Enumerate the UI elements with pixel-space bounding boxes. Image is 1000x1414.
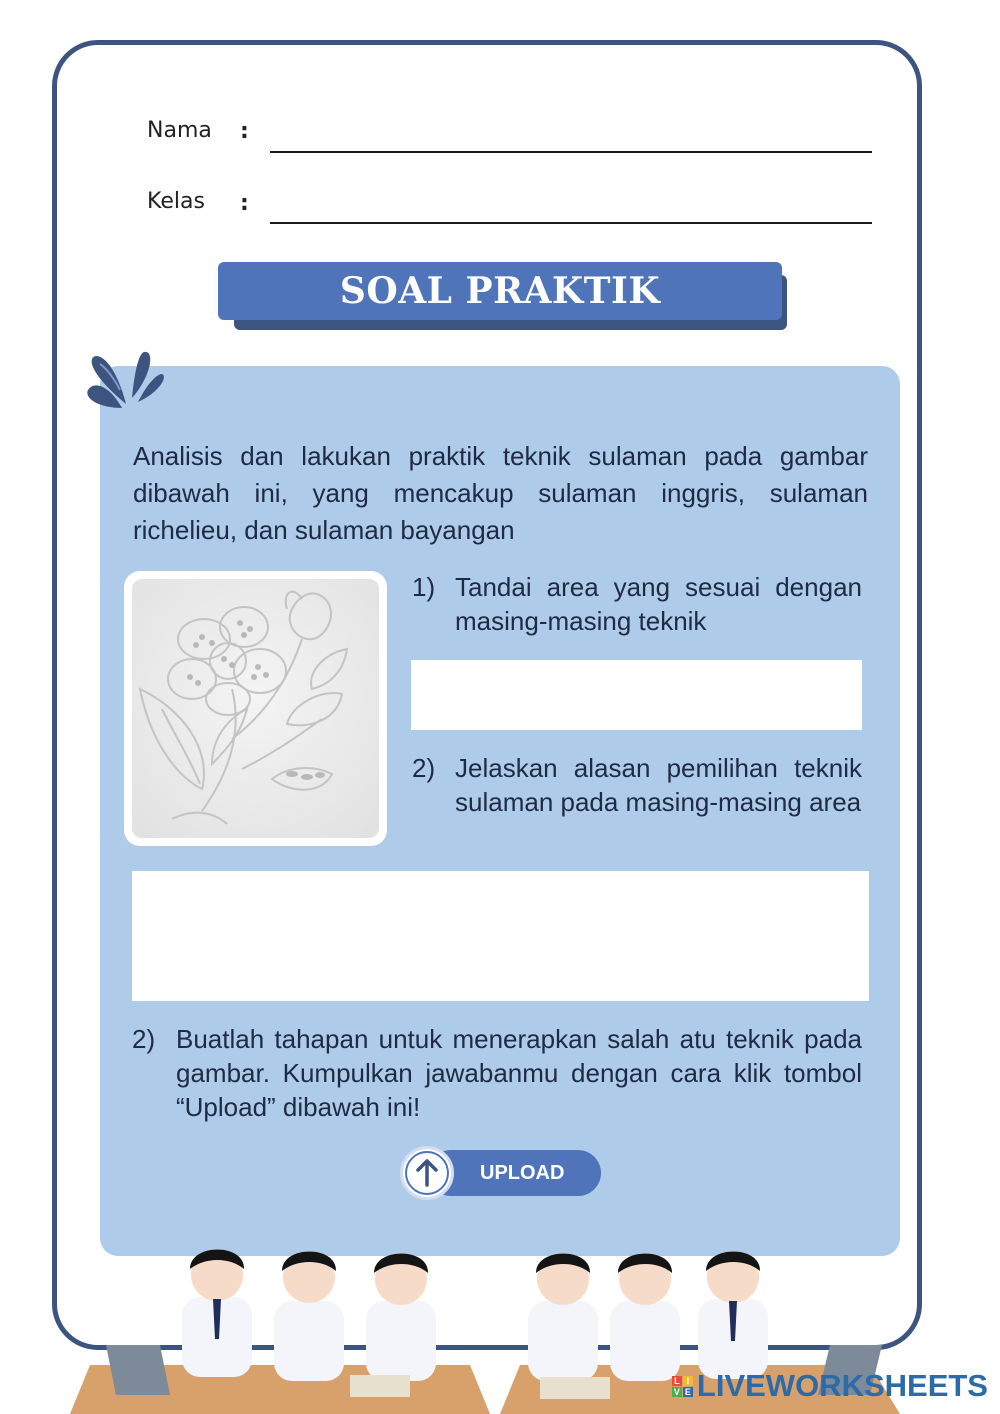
arrow-up-icon: [403, 1149, 451, 1197]
decorative-burst-icon: [82, 346, 166, 412]
question-3: [132, 1022, 862, 1126]
upload-label: UPLOAD: [480, 1162, 565, 1184]
name-input-line[interactable]: [270, 151, 872, 153]
question-2-number: 2): [412, 753, 436, 783]
logo-text: LIVEWORKSHEETS: [696, 1368, 988, 1403]
class-colon: :: [240, 191, 249, 216]
question-2-text: Jelaskan alasan pemilihan teknik sulaman pada masing-masing area: [455, 753, 862, 817]
upload-icon-circle: [400, 1146, 454, 1200]
page-title: SOAL PRAKTIK: [218, 262, 782, 320]
embroidery-image-card: [124, 571, 387, 846]
name-colon: :: [240, 119, 249, 144]
upload-button[interactable]: [400, 1146, 601, 1200]
name-label: Nama: [147, 118, 212, 143]
class-input-line[interactable]: [270, 222, 872, 224]
question-1-text: Tandai area yang sesuai dengan masing-masing teknik: [455, 572, 862, 636]
question-2: [412, 751, 862, 855]
embroidery-flower-image: [132, 579, 379, 838]
question-3-text: Buatlah tahapan untuk menerapkan salah atu teknik pada gambar. Kumpulkan jawabanmu dengan cara klik tombol “Upload” dibawah ini!: [176, 1024, 862, 1122]
liveworksheets-logo[interactable]: [672, 1368, 988, 1404]
answer-2-field[interactable]: [132, 871, 869, 1001]
class-label: Kelas: [147, 189, 205, 214]
answer-1-field[interactable]: [411, 660, 862, 730]
intro-text: Analisis dan lakukan praktik teknik sulaman pada gambar dibawah ini, yang mencakup sulaman inggris, sulaman richelieu, dan sulaman bayangan: [133, 441, 868, 545]
question-1: [412, 570, 862, 640]
live-badge-icon: L I V E: [673, 1375, 691, 1397]
question-3-number: 2): [132, 1024, 156, 1054]
question-1-number: 1): [412, 572, 436, 602]
